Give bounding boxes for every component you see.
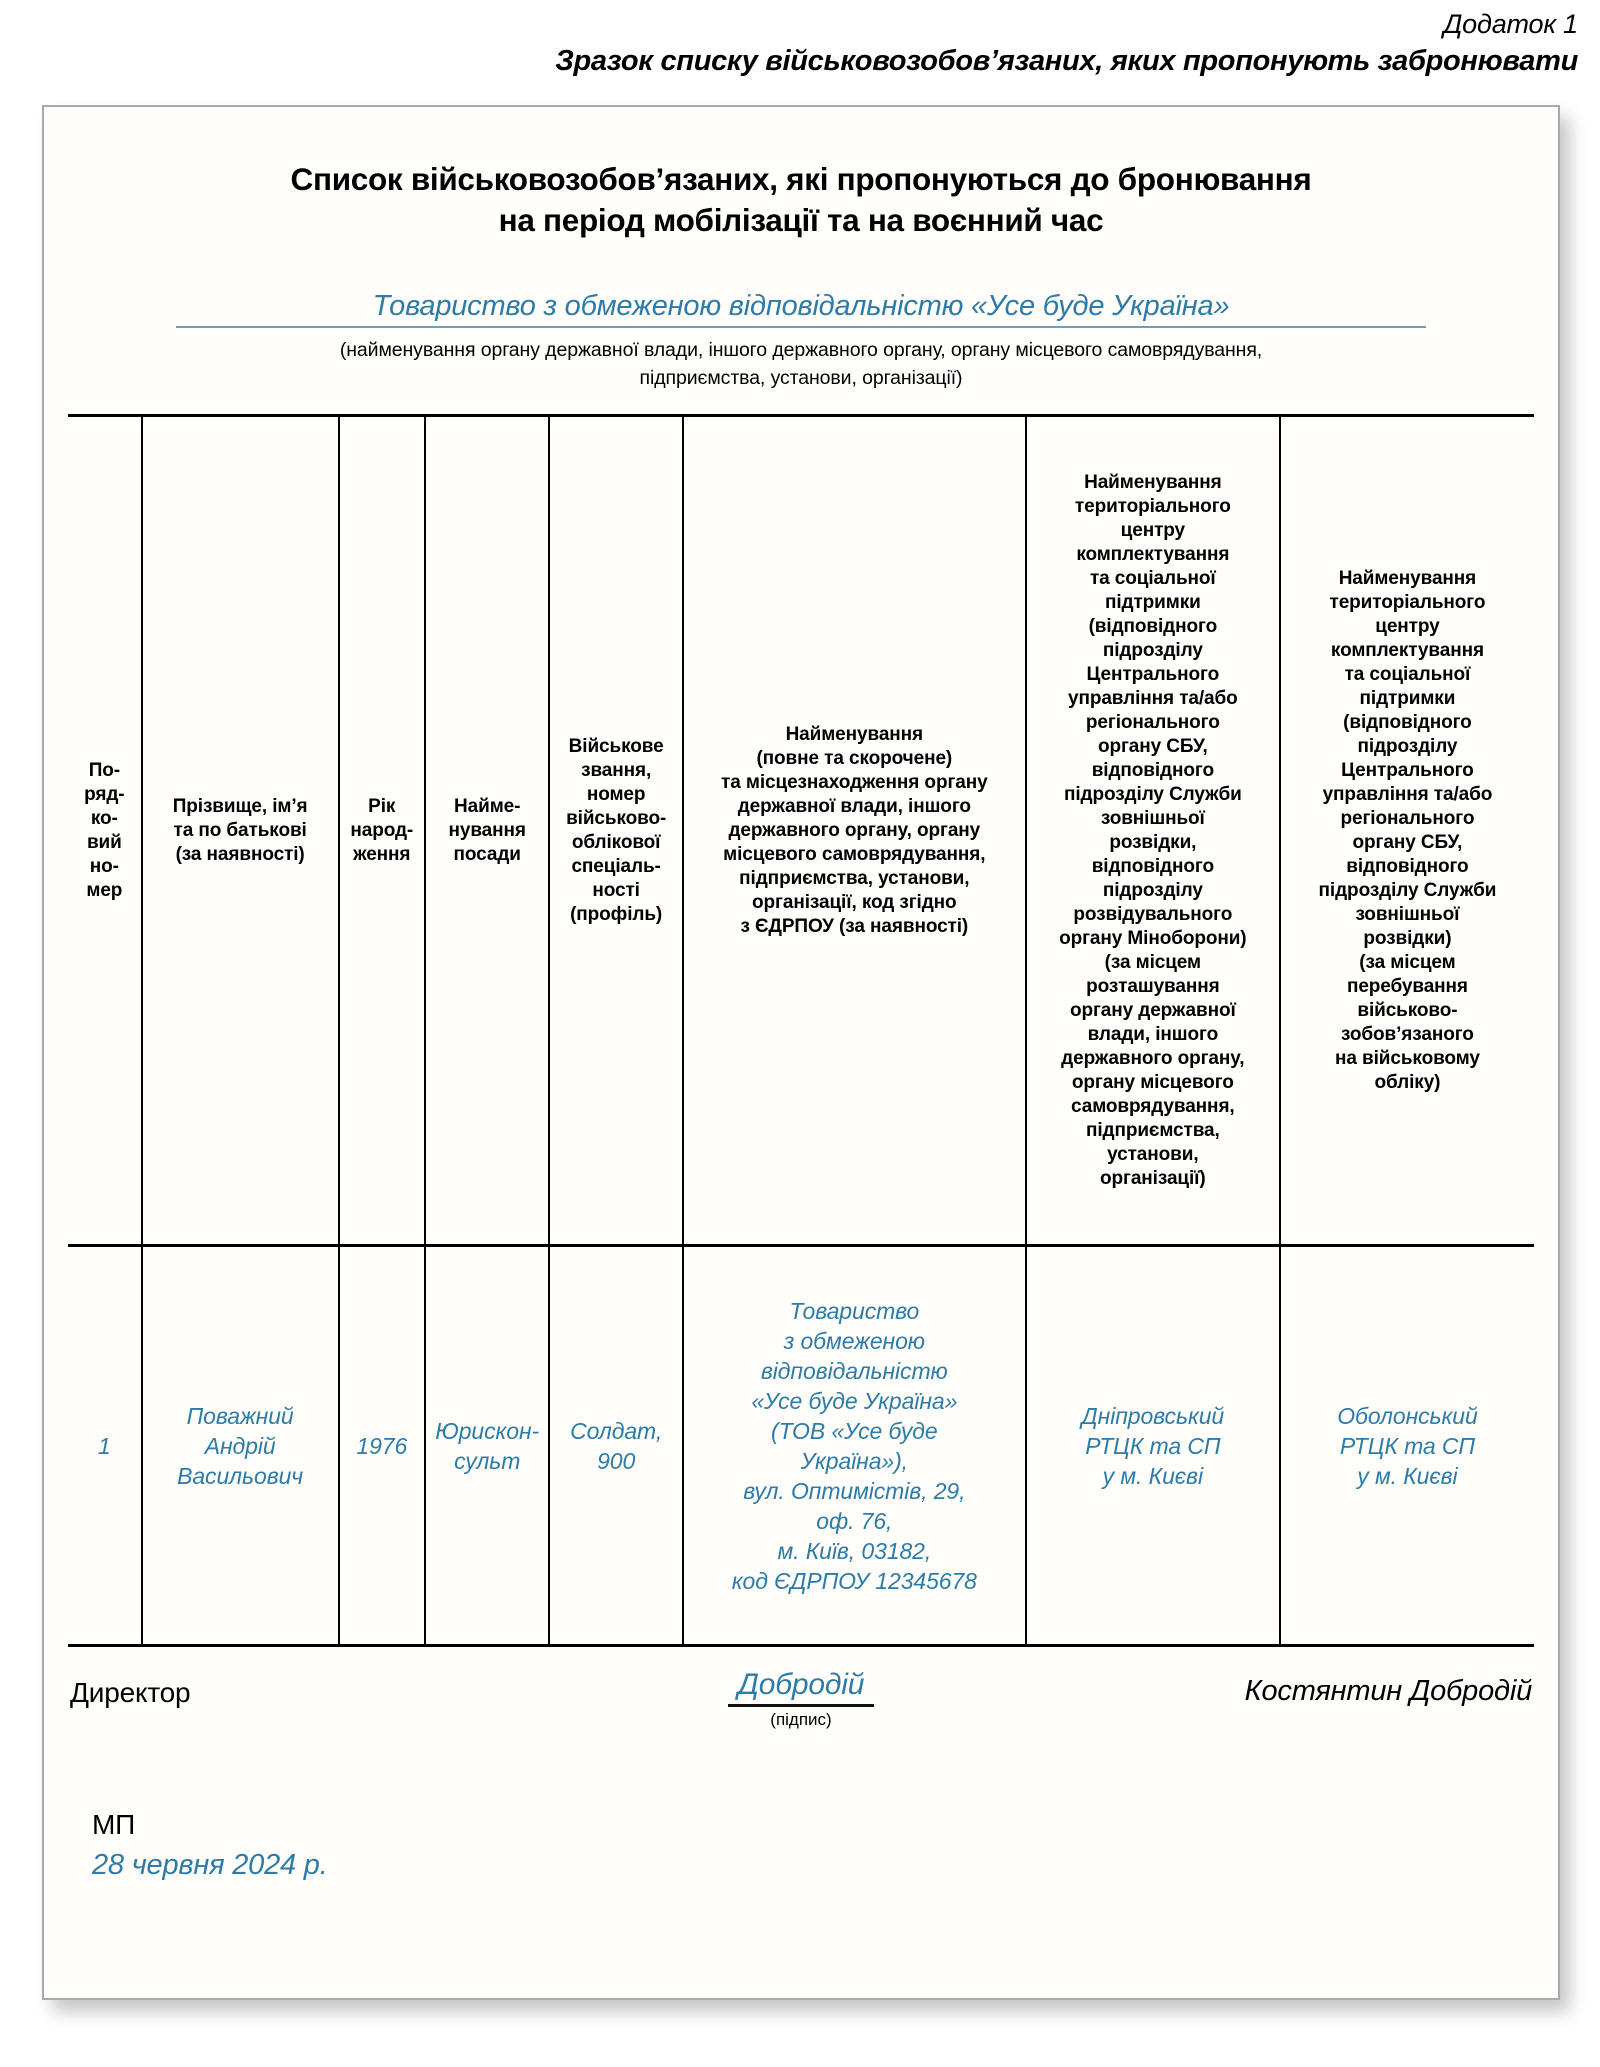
text-line: підприємства, установи,: [739, 867, 970, 889]
text-line: По-: [88, 759, 120, 781]
text-line: (відповідного: [1088, 615, 1218, 637]
text-line: РТЦК та СП: [1085, 1432, 1221, 1459]
page-title: [46, 159, 1556, 241]
signature-mark: Добродій: [728, 1667, 874, 1707]
text-line: територіального: [1329, 591, 1486, 613]
text-line: регіонального: [1340, 807, 1475, 829]
text-line: регіонального: [1085, 711, 1220, 733]
text-line: у м. Києві: [1102, 1462, 1203, 1489]
conscripts-table-wrapper: [46, 414, 1556, 1647]
text-line: розвідувального: [1073, 903, 1233, 925]
text-line: центру: [1375, 615, 1440, 637]
table-row: [68, 1246, 1534, 1646]
column-header-tcc-registration: [1280, 416, 1534, 1246]
text-line: розташування: [1086, 975, 1220, 997]
text-line: зовнішньої: [1100, 807, 1205, 829]
text-line: центру: [1120, 519, 1185, 541]
text-line: відповідальністю: [760, 1357, 948, 1384]
text-line: та соціальної: [1344, 663, 1471, 685]
text-line: код ЄДРПОУ 12345678: [731, 1567, 977, 1594]
text-line: Солдат,: [570, 1417, 663, 1444]
text-line: посади: [453, 843, 521, 865]
organization-caption: [176, 336, 1426, 392]
text-line: зобов’язаного: [1341, 1023, 1474, 1045]
text-line: місцевого самоврядування,: [723, 843, 986, 865]
text-line: Найменування: [1084, 471, 1222, 493]
text-line: народ-: [350, 819, 414, 841]
text-line: Центрального: [1086, 663, 1220, 685]
text-line: Васильович: [177, 1462, 304, 1489]
text-line: мер: [86, 879, 123, 901]
text-line: організації, код згідно: [752, 891, 957, 913]
text-line: державного органу, органу: [728, 819, 981, 841]
signature-row: [46, 1667, 1556, 1777]
text-line: (повне та скорочене): [756, 747, 953, 769]
text-line: (за місцем: [1359, 951, 1456, 973]
text-line: установи,: [1107, 1143, 1199, 1165]
text-line: облікової: [571, 831, 661, 853]
text-line: та місцезнаходження органу: [721, 771, 988, 793]
text-line: органу СБУ,: [1352, 831, 1463, 853]
text-line: відповідного: [1091, 759, 1214, 781]
text-line: перебування: [1346, 975, 1468, 997]
text-line: Найменування: [1338, 567, 1477, 589]
text-line: РТЦК та СП: [1339, 1432, 1475, 1459]
text-line: підрозділу: [1357, 735, 1458, 757]
organization-caption-line-1: (найменування органу державної влади, іншого державного органу, органу місцевого самоврядування,: [339, 339, 1263, 361]
text-line: управління та/або: [1322, 783, 1493, 805]
text-line: оф. 76,: [816, 1507, 893, 1534]
document-header: [0, 0, 1600, 80]
column-header-order-number: [68, 416, 142, 1246]
text-line: відповідного: [1091, 855, 1214, 877]
text-line: комплектування: [1330, 639, 1484, 661]
signer-position: Директор: [70, 1677, 191, 1708]
text-line: спеціаль-: [571, 855, 661, 877]
stamp-and-date-block: [92, 1805, 328, 1885]
text-line: та соціальної: [1089, 567, 1216, 589]
table-body: [68, 1246, 1534, 1646]
table-header-row: [68, 416, 1534, 1246]
text-line: підрозділу Служби: [1318, 879, 1497, 901]
text-line: зовнішньої: [1355, 903, 1460, 925]
text-line: Прізвище, ім’я: [172, 795, 308, 817]
text-line: но-: [89, 855, 119, 877]
text-line: та по батькові: [173, 819, 307, 841]
text-line: 1: [97, 1432, 111, 1459]
conscripts-table: [68, 414, 1534, 1647]
cell-tcc-registration: [1280, 1246, 1534, 1646]
text-line: Найменування: [785, 723, 924, 745]
column-header-tcc-location: [1026, 416, 1280, 1246]
column-header-organization: [683, 416, 1026, 1246]
column-header-birth-year: [339, 416, 425, 1246]
text-line: (профіль): [570, 903, 663, 925]
text-line: м. Київ, 03182,: [777, 1537, 932, 1564]
text-line: органу СБУ,: [1097, 735, 1208, 757]
cell-military-rank: [549, 1246, 682, 1646]
text-line: у м. Києві: [1357, 1462, 1458, 1489]
text-line: комплектування: [1076, 543, 1230, 565]
text-line: розвідки): [1363, 927, 1452, 949]
text-line: на військовому: [1335, 1047, 1480, 1069]
organization-name: Товариство з обмеженою відповідальністю «Усе буде Україна»: [176, 289, 1426, 328]
signer-full-name: Костянтин Добродій: [1244, 1675, 1532, 1707]
text-line: підрозділу Служби: [1063, 783, 1242, 805]
text-line: органу Міноборони): [1059, 927, 1247, 949]
text-line: влади, іншого: [1087, 1023, 1219, 1045]
text-line: військово-: [1357, 999, 1458, 1021]
cell-birth-year: [339, 1246, 425, 1646]
text-line: нування: [448, 819, 526, 841]
column-header-military-rank: [549, 416, 682, 1246]
text-line: (за місцем: [1104, 951, 1201, 973]
text-line: (за наявності): [175, 843, 305, 865]
text-line: державної влади, іншого: [737, 795, 971, 817]
text-line: військово-: [566, 807, 667, 829]
text-line: Дніпровський: [1081, 1402, 1225, 1429]
signature-caption: (підпис): [770, 1710, 832, 1729]
text-line: самоврядування,: [1071, 1095, 1235, 1117]
text-line: Товариство: [789, 1297, 920, 1324]
text-line: вий: [86, 831, 122, 853]
text-line: Військове: [568, 735, 664, 757]
cell-position: [425, 1246, 549, 1646]
text-line: Оболонський: [1337, 1402, 1478, 1429]
text-line: (відповідного: [1343, 711, 1472, 733]
text-line: підрозділу: [1102, 639, 1203, 661]
text-line: обліку): [1374, 1071, 1441, 1093]
cell-tcc-location: [1026, 1246, 1280, 1646]
stamp-label: МП: [92, 1809, 136, 1840]
text-line: підрозділу: [1102, 879, 1203, 901]
annex-label: Додаток 1: [1443, 9, 1578, 39]
page-title-line-1: Список військовозобов’язаних, які пропонуються до бронювання: [290, 161, 1312, 197]
text-line: Україна»),: [800, 1447, 908, 1474]
text-line: ряд-: [84, 783, 125, 805]
text-line: відповідного: [1346, 855, 1469, 877]
text-line: Юрискон-: [435, 1417, 540, 1444]
text-line: звання,: [581, 759, 652, 781]
text-line: підтримки: [1104, 591, 1201, 613]
text-line: Рік: [368, 795, 396, 817]
text-line: Центрального: [1341, 759, 1474, 781]
text-line: органу місцевого: [1071, 1071, 1234, 1093]
text-line: Андрій: [204, 1432, 276, 1459]
text-line: розвідки,: [1109, 831, 1197, 853]
text-line: 1976: [356, 1432, 408, 1459]
text-line: вул. Оптимістів, 29,: [743, 1477, 966, 1504]
text-line: «Усе буде Україна»: [751, 1387, 958, 1414]
text-line: сульт: [454, 1447, 521, 1474]
text-line: органу державної: [1069, 999, 1236, 1021]
text-line: ження: [353, 843, 411, 865]
text-line: підтримки: [1359, 687, 1456, 709]
text-line: Найме-: [454, 795, 521, 817]
text-line: управління та/або: [1067, 687, 1238, 709]
cell-order-number: [68, 1246, 142, 1646]
text-line: ності: [592, 879, 640, 901]
document-date: 28 червня 2024 р.: [92, 1849, 328, 1881]
annex-subtitle: Зразок списку військовозобов’язаних, яких пропонують забронювати: [555, 45, 1578, 77]
organization-block: [46, 289, 1556, 392]
organization-caption-line-2: підприємства, установи, організації): [639, 367, 963, 389]
text-line: Поважний: [186, 1402, 294, 1429]
text-line: з обмеженою: [783, 1327, 925, 1354]
text-line: територіального: [1074, 495, 1231, 517]
cell-organization: [683, 1246, 1026, 1646]
text-line: з ЄДРПОУ (за наявності): [740, 915, 969, 937]
text-line: державного органу,: [1061, 1047, 1245, 1069]
text-line: номер: [586, 783, 646, 805]
page-title-line-2: на період мобілізації та на воєнний час: [498, 202, 1104, 238]
text-line: підприємства,: [1085, 1119, 1220, 1141]
text-line: організації): [1100, 1167, 1206, 1189]
document-page: [42, 105, 1560, 2000]
text-line: ко-: [90, 807, 118, 829]
text-line: 900: [597, 1447, 636, 1474]
column-header-full-name: [142, 416, 339, 1246]
text-line: (ТОВ «Усе буде: [771, 1417, 938, 1444]
column-header-position: [425, 416, 549, 1246]
cell-full-name: [142, 1246, 339, 1646]
